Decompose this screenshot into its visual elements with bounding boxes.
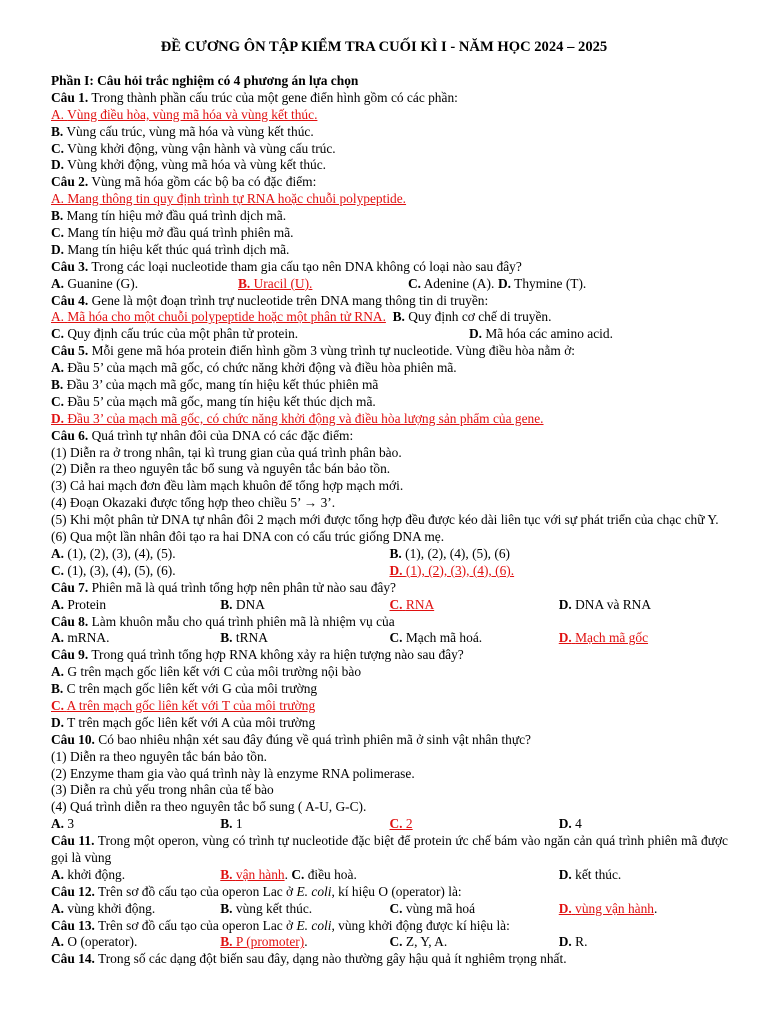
q1-option-c: C. Vùng khởi động, vùng vận hành và vùng cấu trúc. — [51, 140, 336, 156]
q2-option-c: C. Mang tín hiệu mở đầu quá trình phiên mã. — [51, 225, 294, 241]
q12-options — [51, 901, 728, 918]
q6-options-ab — [51, 546, 728, 563]
q3-options — [51, 276, 728, 293]
q12-option-a: A. vùng khởi động. — [51, 900, 156, 916]
q10-statement-2: (2) Enzyme tham gia vào quá trình này là enzyme RNA polimerase. — [51, 765, 415, 781]
q7-option-d: D. DNA và RNA — [558, 596, 652, 612]
q12-option-c: C. vùng mã hoá — [389, 900, 476, 916]
q4-option-c: C. Quy định cấu trúc của một phân tử protein. — [51, 326, 299, 342]
q10-statement-3: (3) Diễn ra chủ yếu trong nhân của tế bào — [51, 782, 274, 798]
question-14: Câu 14. Trong số các dạng đột biến sau đây, dạng nào thường gây hậu quả ít nghiêm trọng nhất. — [51, 951, 567, 967]
q5-option-a: A. Đầu 5’ của mạch mã gốc, có chức năng khởi động và điều hòa phiên mã. — [51, 360, 457, 376]
q4-options-ab: A. Mã hóa cho một chuỗi polypeptide hoặc một phân tử RNA. B. Quy định cơ chế di truyền. — [51, 309, 552, 325]
q2-option-b: B. Mang tín hiệu mở đầu quá trình dịch mã. — [51, 208, 287, 224]
question-text: Trong thành phần cấu trúc của một gene điển hình gồm có các phần: — [91, 89, 458, 105]
q7-option-c-correct: C. RNA — [389, 596, 435, 612]
q5-option-c: C. Đầu 5’ của mạch mã gốc, mang tín hiệu kết thúc dịch mã. — [51, 393, 376, 409]
question-1 — [51, 90, 728, 107]
q11-options — [51, 867, 728, 884]
q7-option-b: B. DNA — [220, 596, 265, 612]
q2-option-a-correct: A. Mang thông tin quy định trình tự RNA hoặc chuỗi polypeptide. — [51, 191, 407, 207]
q11-option-b-and-c: B. vận hành. C. điều hoà. — [220, 866, 357, 882]
q6-options-cd — [51, 563, 728, 580]
q5-option-d-correct: D. Đầu 3’ của mạch mã gốc, có chức năng khởi động và điều hòa lượng sản phẩm của gene. — [51, 410, 544, 426]
q13-option-c: C. Z, Y, A. — [389, 934, 448, 950]
q1-option-d: D. Vùng khởi động, vùng mã hóa và vùng kết thúc. — [51, 157, 327, 173]
q4-option-d: D. Mã hóa các amino acid. — [469, 326, 613, 342]
q6-option-b: B. (1), (2), (4), (5), (6) — [389, 545, 510, 561]
q6-option-a: A. (1), (2), (3), (4), (5). — [51, 545, 176, 561]
q13-option-b-wrapper: B. P (promoter). — [220, 934, 308, 950]
q9-option-c-correct: C. A trên mạch gốc liên kết với T của môi trường — [51, 697, 316, 713]
q6-statement-1: (1) Diễn ra ở trong nhân, tại kì trung gian của quá trình phân bào. — [51, 444, 402, 460]
q9-option-a: A. G trên mạch gốc liên kết với C của môi trường nội bào — [51, 664, 362, 680]
question-10: Câu 10. Có bao nhiêu nhận xét sau đây đúng về quá trình phiên mã ở sinh vật nhân thực? — [51, 731, 531, 747]
q3-option-b-correct: B. Uracil (U). — [238, 275, 313, 291]
q11-option-d: D. kết thúc. — [558, 866, 622, 882]
q3-option-d: D. Thymine (T). — [498, 275, 587, 291]
question-4: Câu 4. Gene là một đoạn trình trự nucleotide trên DNA mang thông tin di truyền: — [51, 292, 489, 308]
q10-option-d: D. 4 — [558, 816, 582, 832]
q13-option-a: A. O (operator). — [51, 934, 138, 950]
q6-statement-2: (2) Diễn ra theo nguyên tắc bổ sung và nguyên tắc bán bảo tồn. — [51, 461, 391, 477]
q10-option-b: B. 1 — [220, 816, 243, 832]
q8-option-b: B. tRNA — [220, 630, 268, 646]
q11-option-b-correct: B. vận hành — [220, 866, 285, 882]
q2-option-d: D. Mang tín hiệu kết thúc quá trình dịch mã. — [51, 241, 290, 257]
q6-statement-4: (4) Đoạn Okazaki được tổng hợp theo chiều 5’ → 3’. — [51, 495, 336, 511]
question-7: Câu 7. Phiên mã là quá trình tổng hợp nên phân tử nào sau đây? — [51, 579, 396, 595]
document-title: ĐỀ CƯƠNG ÔN TẬP KIỂM TRA CUỐI KÌ I - NĂM HỌC 2024 – 2025 — [160, 39, 608, 55]
q10-options — [51, 816, 728, 833]
q10-statement-4: (4) Quá trình diễn ra theo nguyên tắc bổ sung ( A-U, G-C). — [51, 799, 367, 815]
q4-options-cd — [51, 326, 728, 343]
q1-option-a-correct: A. Vùng điều hòa, vùng mã hóa và vùng kết thúc. — [51, 106, 318, 122]
q11-option-c: điều hoà. — [307, 866, 357, 882]
q13-option-b-correct: B. P (promoter) — [220, 934, 305, 950]
q12-option-b: B. vùng kết thúc. — [220, 900, 313, 916]
q10-option-c-correct: C. 2 — [389, 816, 413, 832]
q13-options — [51, 934, 728, 951]
q6-statement-5: (5) Khi một phân tử DNA tự nhân đôi 2 mạch mới được tổng hợp đều được kéo dài liên tục với sự phát triển của chạc chữ Y. — [51, 512, 719, 528]
question-8: Câu 8. Làm khuôn mẫu cho quá trình phiên mã là nhiệm vụ của — [51, 613, 395, 629]
q7-options — [51, 597, 728, 614]
q7-option-a: A. Protein — [51, 596, 107, 612]
q13-option-d: D. R. — [558, 934, 588, 950]
q6-statement-3: (3) Cả hai mạch đơn đều làm mạch khuôn để tổng hợp mạch mới. — [51, 478, 404, 494]
question-12: Câu 12. Trên sơ đồ cấu tạo của operon Lac ở E. coli, kí hiệu O (operator) là: — [51, 883, 462, 899]
q6-option-d-correct: D. (1), (2), (3), (4), (6). — [389, 562, 515, 578]
q5-option-b: B. Đầu 3’ của mạch mã gốc, mang tín hiệu kết thúc phiên mã — [51, 377, 379, 393]
q3-option-a: A. Guanine (G). — [51, 275, 139, 291]
q8-option-d-correct: D. Mạch mã gốc — [558, 630, 649, 646]
q12-option-d-correct: D. vùng vận hành — [558, 900, 654, 916]
document-body — [51, 73, 728, 968]
q6-statement-6: (6) Qua một lần nhân đôi tạo ra hai DNA con có cấu trúc giống DNA mẹ. — [51, 529, 445, 545]
section-heading: Phần I: Câu hỏi trắc nghiệm có 4 phương án lựa chọn — [51, 73, 359, 88]
q3-option-c: C. Adenine (A). — [408, 275, 495, 291]
q12-option-d-wrapper: D. vùng vận hành. — [558, 900, 658, 916]
q10-statement-1: (1) Diễn ra theo nguyên tắc bán bảo tồn. — [51, 748, 268, 764]
question-5: Câu 5. Mỗi gene mã hóa protein điển hình gồm 3 vùng trình tự nucleotide. Vùng điều hòa nằm ở: — [51, 343, 576, 359]
q1-option-b: B. Vùng cấu trúc, vùng mã hóa và vùng kết thúc. — [51, 123, 314, 139]
q8-option-c: C. Mạch mã hoá. — [389, 630, 483, 646]
question-label: Câu 1. — [51, 89, 89, 105]
q6-option-c: C. (1), (3), (4), (5), (6). — [51, 562, 176, 578]
question-2: Câu 2. Vùng mã hóa gồm các bộ ba có đặc điểm: — [51, 174, 317, 190]
q10-option-a: A. 3 — [51, 816, 75, 832]
question-3: Câu 3. Trong các loại nucleotide tham gia cấu tạo nên DNA không có loại nào sau đây? — [51, 258, 522, 274]
q11-option-a: A. khởi động. — [51, 866, 126, 882]
question-11: Câu 11. Trong một operon, vùng có trình tự nucleotide đặc biệt để protein ức chế bám vào ngăn cản quá trình phiên mã được gọi là vùng — [51, 833, 728, 865]
q9-option-b: B. C trên mạch gốc liên kết với G của môi trường — [51, 681, 318, 697]
q4-option-b: Quy định cơ chế di truyền. — [408, 309, 552, 325]
question-6: Câu 6. Quá trình tự nhân đôi của DNA có các đặc điểm: — [51, 427, 354, 443]
question-9: Câu 9. Trong quá trình tổng hợp RNA không xảy ra hiện tượng nào sau đây? — [51, 647, 464, 663]
question-13: Câu 13. Trên sơ đồ cấu tạo của operon Lac ở E. coli, vùng khởi động được kí hiệu là: — [51, 917, 510, 933]
q9-option-d: D. T trên mạch gốc liên kết với A của môi trường — [51, 714, 316, 730]
q8-option-a: A. mRNA. — [51, 630, 110, 646]
q4-option-a-correct: A. Mã hóa cho một chuỗi polypeptide hoặc một phân tử RNA. — [51, 309, 386, 325]
q8-options — [51, 630, 728, 647]
